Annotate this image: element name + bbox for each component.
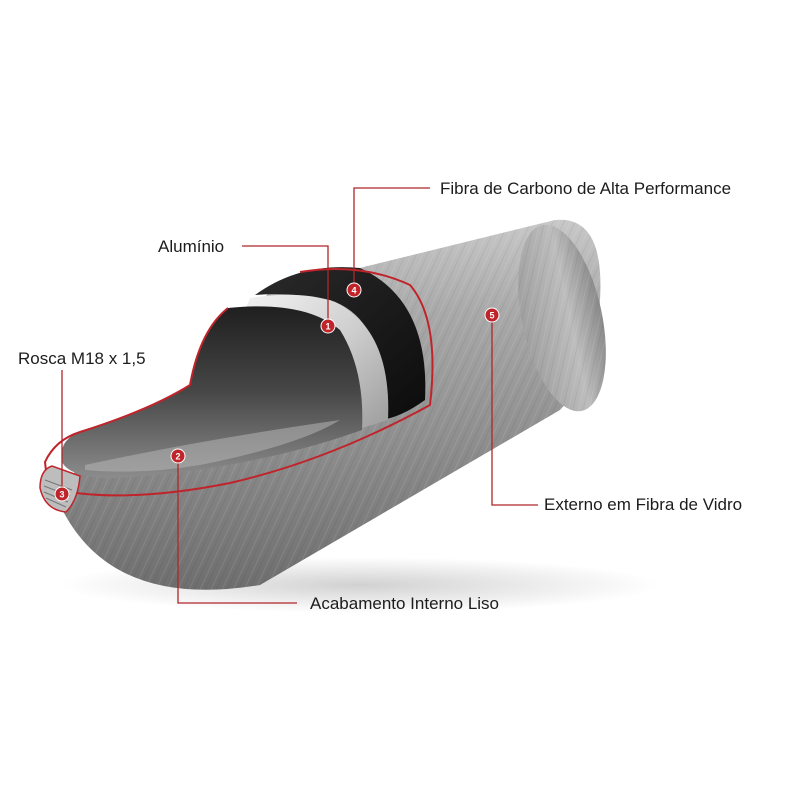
marker-3-number: 3 — [59, 489, 65, 500]
marker-3 — [55, 487, 69, 501]
label-rosca: Rosca M18 x 1,5 — [18, 349, 146, 368]
marker-5 — [485, 308, 499, 322]
label-fibra-vidro: Externo em Fibra de Vidro — [544, 495, 743, 514]
marker-2-number: 2 — [175, 451, 181, 462]
label-aluminio: Alumínio — [158, 237, 225, 256]
marker-4 — [347, 283, 361, 297]
marker-4-number: 4 — [351, 285, 357, 296]
marker-1 — [321, 319, 335, 333]
marker-2 — [171, 449, 185, 463]
marker-1-number: 1 — [325, 321, 331, 332]
marker-5-number: 5 — [489, 310, 495, 321]
label-fibra-carbono: Fibra de Carbono de Alta Performance — [440, 179, 732, 198]
label-acabamento-interno: Acabamento Interno Liso — [310, 594, 500, 613]
